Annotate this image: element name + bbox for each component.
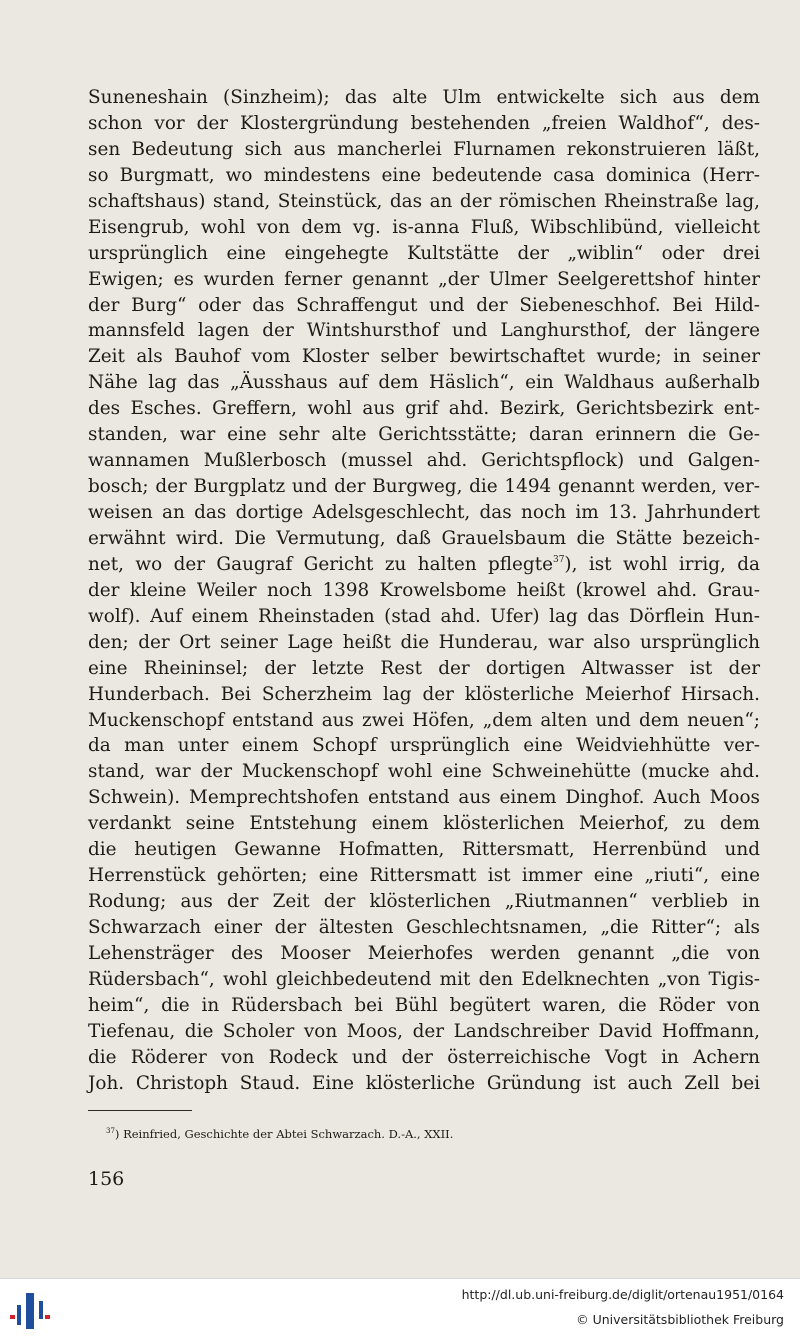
text-line-content: eine Rheininsel; der letzte Rest der dortigen Altwasser ist der	[88, 657, 760, 679]
text-line-content: Muckenschopf entstand aus zwei Höfen, „dem alten und dem neuen“;	[88, 709, 760, 731]
text-line-content: der Burg“ oder das Schraffengut und der Siebeneschhof. Bei Hild-	[88, 294, 760, 316]
source-url[interactable]: http://dl.ub.uni-freiburg.de/diglit/ortenau1951/0164	[461, 1287, 784, 1302]
text-line	[88, 578, 760, 604]
text-line	[88, 785, 760, 811]
text-line-content: Joh. Christoph Staud. Eine klösterliche Gründung ist auch Zell bei	[88, 1072, 760, 1094]
text-line-content: Ewigen; es wurden ferner genannt „der Ulmer Seelgerettshof hinter	[88, 268, 760, 290]
text-line	[88, 759, 760, 785]
text-line-content: net, wo der Gaugraf Gericht zu halten pflegte	[88, 553, 553, 575]
text-line	[88, 915, 760, 941]
text-line	[88, 1045, 760, 1071]
text-line	[88, 85, 760, 111]
text-line-content: mannsfeld lagen der Wintshursthof und Langhursthof, der längere	[88, 320, 760, 342]
text-line-content: da man unter einem Schopf ursprünglich eine Weidviehhütte ver-	[88, 735, 760, 757]
text-line	[88, 1019, 760, 1045]
text-line-content: Hunderbach. Bei Scherzheim lag der klösterliche Meierhof Hirsach.	[88, 683, 760, 705]
text-line	[88, 111, 760, 137]
page-number: 156	[88, 1168, 125, 1190]
ub-freiburg-logo-icon	[10, 1291, 50, 1331]
text-line-content: bosch; der Burgplatz und der Burgweg, die 1494 genannt werden, ver-	[88, 476, 760, 498]
text-line	[88, 396, 760, 422]
text-line-content: weisen an das dortige Adelsgeschlecht, das noch im 13. Jahrhundert	[88, 502, 760, 523]
text-line	[88, 863, 760, 889]
text-line-content: wolf). Auf einem Rheinstaden (stad ahd. Ufer) lag das Dörflein Hun-	[88, 605, 760, 627]
text-line	[88, 630, 760, 656]
footnote-reference: 37	[552, 554, 565, 565]
text-line	[88, 293, 760, 319]
text-line	[88, 656, 760, 682]
text-line	[88, 137, 760, 163]
text-line	[88, 474, 760, 500]
text-line-content: den; der Ort seiner Lage heißt die Hunderau, war also ursprünglich	[88, 631, 760, 653]
text-line	[88, 967, 760, 993]
text-line-content: der kleine Weiler noch 1398 Krowelsbome heißt (krowel ahd. Grau-	[88, 579, 760, 601]
text-line	[88, 708, 760, 734]
text-line	[88, 604, 760, 630]
footnote	[106, 1126, 453, 1142]
body-text	[88, 85, 760, 1097]
text-line	[88, 941, 760, 967]
text-line-tail: ), ist wohl irrig, da	[564, 553, 760, 575]
text-line-content: schon vor der Klostergründung bestehenden „freien Waldhof“, des-	[88, 112, 760, 134]
text-line-content: so Burgmatt, wo mindestens eine bedeutende casa dominica (Herr-	[88, 164, 760, 186]
text-line-content: Tiefenau, die Scholer von Moos, der Landschreiber David Hoffmann,	[88, 1020, 760, 1042]
text-line-content: schaftshaus) stand, Steinstück, das an der römischen Rheinstraße lag,	[88, 190, 760, 212]
footnote-rule	[88, 1110, 192, 1111]
text-line	[88, 526, 760, 552]
text-line	[88, 163, 760, 189]
text-line-content: Suneneshain (Sinzheim); das alte Ulm entwickelte sich aus dem	[88, 87, 760, 108]
text-line-content: Zeit als Bauhof vom Kloster selber bewirtschaftet wurde; in seiner	[88, 346, 760, 368]
text-line	[88, 1071, 760, 1097]
text-line-content: wannamen Mußlerbosch (mussel ahd. Gerichtspflock) und Galgen-	[88, 450, 760, 472]
footnote-text: ) Reinfried, Geschichte der Abtei Schwarzach. D.-A., XXII.	[114, 1127, 454, 1141]
text-line-content: Herrenstück gehörten; eine Rittersmatt ist immer eine „riuti“, eine	[88, 865, 760, 887]
text-line-content: Lehensträger des Mooser Meierhofes werden genannt „die von	[88, 942, 760, 964]
text-line	[88, 422, 760, 448]
text-line	[88, 215, 760, 241]
text-line-content: standen, war eine sehr alte Gerichtsstätte; daran erinnern die Ge-	[88, 424, 760, 446]
text-line-content: Schwein). Memprechtshofen entstand aus einem Dinghof. Auch Moos	[88, 787, 760, 809]
footnote-number: 37	[106, 1127, 115, 1135]
text-line-content: stand, war der Muckenschopf wohl eine Schweinehütte (mucke ahd.	[88, 761, 760, 783]
footer-bar	[0, 1278, 800, 1337]
text-line	[88, 500, 760, 526]
text-line-content: verdankt seine Entstehung einem klösterlichen Meierhof, zu dem	[88, 813, 760, 835]
text-line	[88, 552, 760, 578]
text-line-content: des Esches. Greffern, wohl aus grif ahd. Bezirk, Gerichtsbezirk ent-	[88, 398, 760, 420]
text-line-content: heim“, die in Rüdersbach bei Bühl begütert waren, die Röder von	[88, 994, 760, 1016]
text-line-content: die Röderer von Rodeck und der österreichische Vogt in Achern	[88, 1046, 760, 1068]
text-line	[88, 344, 760, 370]
text-line-content: Rodung; aus der Zeit der klösterlichen „Riutmannen“ verblieb in	[88, 891, 760, 913]
text-line	[88, 267, 760, 293]
text-line	[88, 241, 760, 267]
text-line-content: sen Bedeutung sich aus mancherlei Flurnamen rekonstruieren läßt,	[88, 138, 760, 160]
text-line-content: Nähe lag das „Äusshaus auf dem Häslich“, ein Waldhaus außerhalb	[88, 372, 760, 394]
copyright-notice: © Universitätsbibliothek Freiburg	[576, 1312, 784, 1327]
text-line	[88, 682, 760, 708]
text-line	[88, 889, 760, 915]
text-line	[88, 318, 760, 344]
text-line	[88, 189, 760, 215]
text-line-content: Rüdersbach“, wohl gleichbedeutend mit den Edelknechten „von Tigis-	[88, 968, 760, 990]
text-line-content: Eisengrub, wohl von dem vg. is-anna Fluß, Wibschlibünd, vielleicht	[88, 216, 760, 238]
text-line	[88, 370, 760, 396]
text-line	[88, 448, 760, 474]
text-line	[88, 811, 760, 837]
text-line-content: ursprünglich eine eingehegte Kultstätte der „wiblin“ oder drei	[88, 242, 760, 264]
text-line	[88, 837, 760, 863]
text-line-content: die heutigen Gewanne Hofmatten, Rittersmatt, Herrenbünd und	[88, 839, 760, 861]
text-line	[88, 733, 760, 759]
text-line-content: erwähnt wird. Die Vermutung, daß Grauelsbaum die Stätte bezeich-	[88, 527, 760, 549]
text-line-content: Schwarzach einer der ältesten Geschlechtsnamen, „die Ritter“; als	[88, 917, 760, 938]
text-line	[88, 993, 760, 1019]
